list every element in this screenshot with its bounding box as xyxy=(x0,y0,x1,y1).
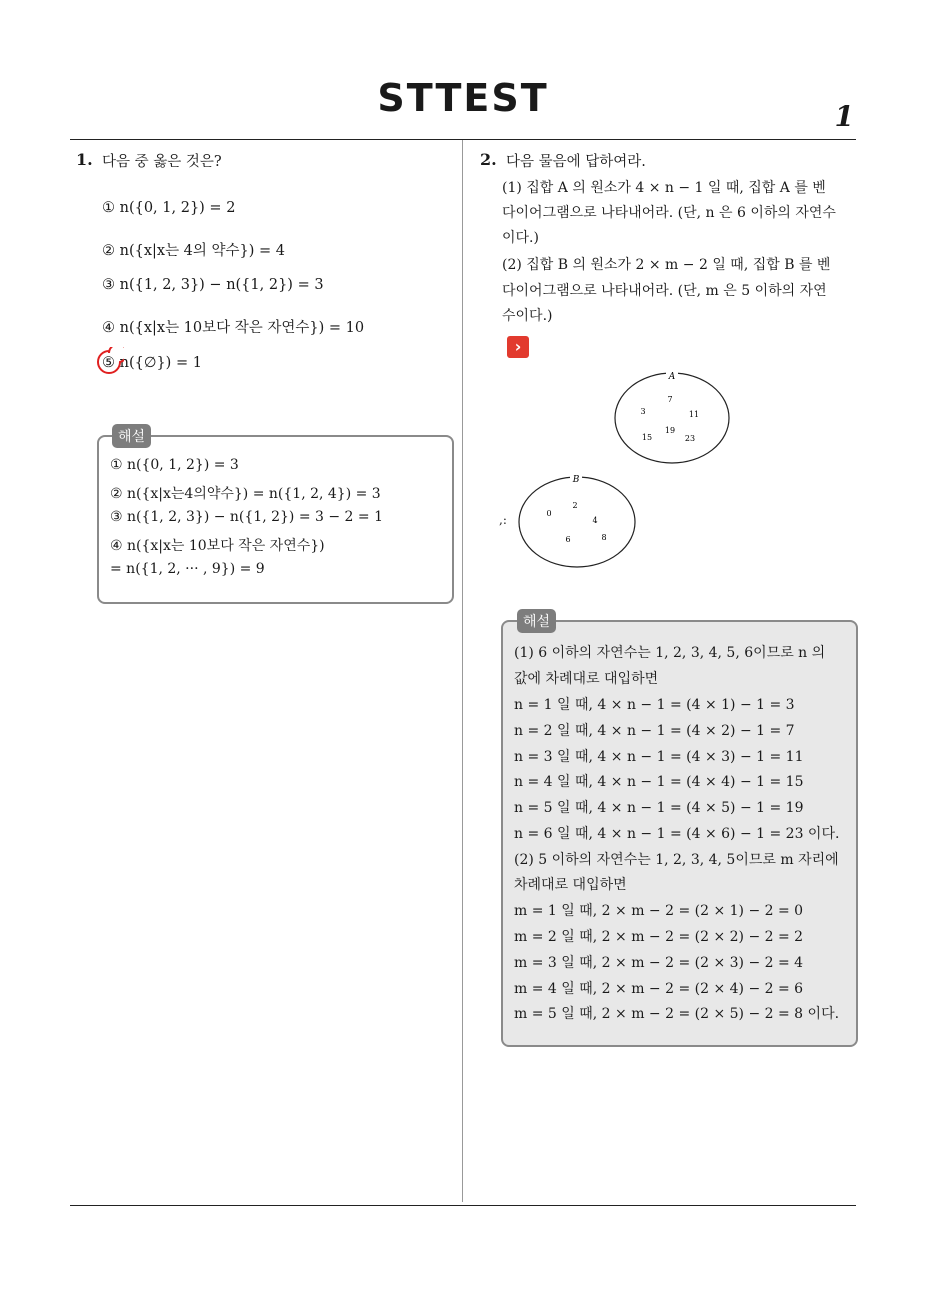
q2-explanation-line: m = 1 일 때, 2 × m − 2 = (2 × 1) − 2 = 0 xyxy=(514,903,804,919)
q2-explanation-label: 해설 xyxy=(517,609,556,633)
q2-explanation-line: (2) 5 이하의 자연수는 1, 2, 3, 4, 5이므로 m 자리에 xyxy=(514,852,839,868)
page-title: STTEST xyxy=(377,76,549,120)
q2-explanation-line: m = 5 일 때, 2 × m − 2 = (2 × 5) − 2 = 8 이다. xyxy=(514,1006,840,1022)
q1-explanation-line: = n({1, 2, ··· , 9}) = 9 xyxy=(110,561,265,577)
answer-prefix: ,: xyxy=(499,513,507,527)
q2-explanation-line: (1) 6 이하의 자연수는 1, 2, 3, 4, 5, 6이므로 n 의 xyxy=(514,645,826,661)
q2-explanation-line: n = 5 일 때, 4 × n − 1 = (4 × 5) − 1 = 19 xyxy=(514,800,804,816)
q2-explanation-line: m = 2 일 때, 2 × m − 2 = (2 × 2) − 2 = 2 xyxy=(514,929,804,945)
q1-choice-3[interactable]: ③ n({1, 2, 3}) − n({1, 2}) = 3 xyxy=(102,277,324,293)
header-rule xyxy=(70,139,856,140)
q1-prompt: 다음 중 옳은 것은? xyxy=(102,154,222,170)
q2-number: 2. xyxy=(480,150,497,169)
venn-a-element: 11 xyxy=(688,410,700,419)
q2-explanation-line: n = 1 일 때, 4 × n − 1 = (4 × 1) − 1 = 3 xyxy=(514,697,795,713)
venn-diagram-a xyxy=(610,368,734,468)
q1-explanation-line: ③ n({1, 2, 3}) − n({1, 2}) = 3 − 2 = 1 xyxy=(110,509,383,525)
venn-a-element: 19 xyxy=(664,426,676,435)
q1-choice-4[interactable]: ④ n({x|x는 10보다 작은 자연수}) = 10 xyxy=(102,320,365,336)
venn-a-element: 7 xyxy=(667,395,673,404)
q2-explanation-line: n = 6 일 때, 4 × n − 1 = (4 × 6) − 1 = 23 이다. xyxy=(514,826,840,842)
answer-mark-icon xyxy=(94,347,124,377)
venn-b-element: 2 xyxy=(572,501,578,510)
q2-explanation-line: n = 4 일 때, 4 × n − 1 = (4 × 4) − 1 = 15 xyxy=(514,774,804,790)
venn-b-element: 4 xyxy=(592,516,598,525)
q2-body-line: 이다.) xyxy=(502,230,539,246)
q2-body-line: (2) 집합 B 의 원소가 2 × m − 2 일 때, 집합 B 를 벤 xyxy=(502,257,831,273)
q2-prompt: 다음 물음에 답하여라. xyxy=(506,154,646,170)
q1-choice-1[interactable]: ① n({0, 1, 2}) = 2 xyxy=(102,200,236,216)
column-divider xyxy=(462,140,463,1202)
q1-choice-2[interactable]: ② n({x|x는 4의 약수}) = 4 xyxy=(102,243,286,259)
venn-a-element: 15 xyxy=(641,433,653,442)
page-number: 1 xyxy=(834,100,854,133)
q1-explanation-line: ② n({x|x는4의약수}) = n({1, 2, 4}) = 3 xyxy=(110,486,381,502)
q1-choice-5[interactable]: ⑤ n({∅}) = 1 xyxy=(102,355,202,371)
q2-explanation-line: n = 2 일 때, 4 × n − 1 = (4 × 2) − 1 = 7 xyxy=(514,723,795,739)
venn-a-element: 3 xyxy=(640,407,646,416)
q2-body-line: 수이다.) xyxy=(502,308,553,324)
q2-body-line: 다이어그램으로 나타내어라. (단, m 은 5 이하의 자연 xyxy=(502,283,827,299)
q2-explanation-line: m = 3 일 때, 2 × m − 2 = (2 × 3) − 2 = 4 xyxy=(514,955,804,971)
venn-b-element: 8 xyxy=(601,533,607,542)
venn-a-element: 23 xyxy=(684,434,696,443)
venn-a-label: A xyxy=(668,372,676,382)
q2-body-line: (1) 집합 A 의 원소가 4 × n − 1 일 때, 집합 A 를 벤 xyxy=(502,180,826,196)
venn-diagram-b xyxy=(515,470,639,570)
q2-body-line: 다이어그램으로 나타내어라. (단, n 은 6 이하의 자연수 xyxy=(502,205,836,221)
q1-number: 1. xyxy=(76,150,93,169)
q2-explanation-line: n = 3 일 때, 4 × n − 1 = (4 × 3) − 1 = 11 xyxy=(514,749,804,765)
q1-explanation-line: ④ n({x|x는 10보다 작은 자연수}) xyxy=(110,538,325,554)
q1-explanation-label: 해설 xyxy=(112,424,151,448)
q2-explanation-line: m = 4 일 때, 2 × m − 2 = (2 × 4) − 2 = 6 xyxy=(514,981,804,997)
venn-b-element: 0 xyxy=(546,509,552,518)
q2-explanation-line: 값에 차례대로 대입하면 xyxy=(514,671,659,687)
arrow-right-icon[interactable]: › xyxy=(507,336,529,358)
footer-rule xyxy=(70,1205,856,1206)
q2-explanation-line: 차례대로 대입하면 xyxy=(514,877,627,893)
venn-b-element: 6 xyxy=(565,535,571,544)
venn-b-label: B xyxy=(572,475,580,485)
q1-explanation-line: ① n({0, 1, 2}) = 3 xyxy=(110,457,239,473)
